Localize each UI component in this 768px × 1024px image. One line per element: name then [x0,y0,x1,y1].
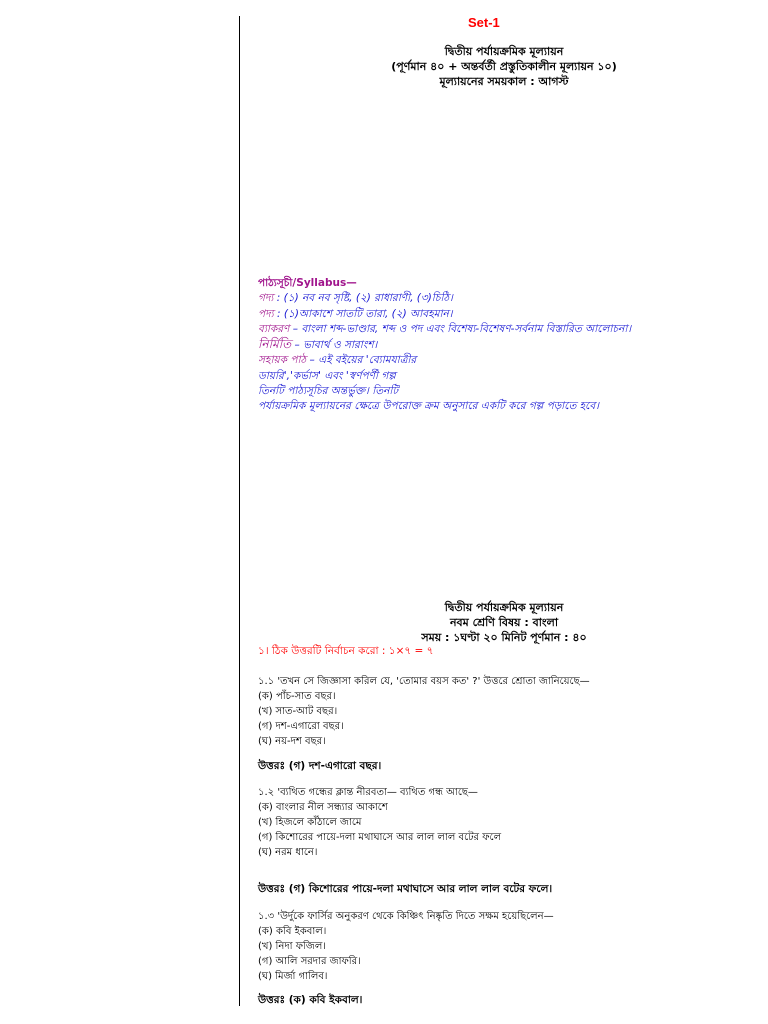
assessment-title: দ্বিতীয় পর্যায়ক্রমিক মূল্যায়ন [444,45,564,58]
question-stem: ১.২ 'ব্যথিত গন্ধের ক্লান্ত নীরবতা— ব্যথিত গন্ধ আছে— [258,787,478,798]
option-ka: (ক) কবি ইকবাল। [258,926,327,937]
assessment-header [240,44,768,89]
option-ka: (ক) পাঁচ-সাত বছর। [258,691,336,702]
option-gha: (ঘ) নয়-দশ বছর। [258,736,326,747]
answer-3: উত্তরঃ (ক) কবি ইকবাল। [258,994,363,1006]
syllabus-grammar [258,322,758,337]
supplementary-text: – এই বইয়ের 'ব্যোমযাত্রীর [306,354,417,367]
grammar-label: ব্যাকরণ [258,322,290,335]
grammar-text: – বাংলা শব্দ-ভাণ্ডার, শব্দ ও পদ এবং বিশেষ্য-বিশেষণ-সর্বনাম বিস্তারিত আলোচনা। [289,322,632,335]
question-stem: ১.৩ 'উর্দুকে ফার্সির অনুকরণ থেকে কিঞ্চিৎ নিষ্কৃতি দিতে সক্ষম হয়েছিলেন— [258,911,554,922]
option-ka: (ক) বাংলার নীল সন্ধ্যার আকাশে [258,802,388,813]
set-label: Set-1 [468,15,500,30]
option-ga: (গ) দশ-এগারো বছর। [258,721,344,732]
syllabus-line-8: পর্যায়ক্রমিক মূল্যায়নের ক্ষেত্রে উপরোক্ত ক্রম অনুসারে একটি করে গল্প পড়াতে হবে। [258,400,600,413]
margin-rule [239,16,240,1006]
composition-text: – ভাবার্থ ও সারাংশ। [291,339,378,352]
composition-label: নির্মিতি [258,337,292,352]
syllabus-prose [258,291,758,306]
full-marks: (পূর্ণমান ৪০ + অন্তর্বর্তী প্রস্তুতিকালীন মূল্যায়ন ১০) [391,60,617,73]
mcq-instruction: ১। ঠিক উত্তরটি নির্বাচন করো : ১×৭ = ৭ [258,645,434,657]
option-kha: (খ) সাত-আট বছর। [258,706,338,717]
assessment-period: মূল্যায়নের সময়কাল : আগস্ট [439,75,569,88]
exam-header [240,600,768,645]
option-kha: (খ) হিজলে কাঁঠালে জামে [258,817,362,828]
option-ga: (গ) আলি সরদার জাফরি। [258,956,361,967]
syllabus-section [258,276,758,415]
poetry-text: : (১)আকাশে সাতটি তারা, (২) আবহমান। [273,307,453,320]
syllabus-supplementary [258,353,758,368]
answer-1: উত্তরঃ (গ) দশ-এগারো বছর। [258,760,382,772]
prose-label: গদ্য [258,292,274,305]
option-ga: (গ) কিশোরের পায়ে-দলা মথাঘাসে আর লাল লাল বটের ফলে [258,832,502,843]
question-3 [258,909,758,984]
syllabus-title: পাঠ্যসূচী/Syllabus— [258,277,357,289]
option-gha: (ঘ) মির্জা গালিব। [258,971,328,982]
class-subject: নবম শ্রেণি বিষয় : বাংলা [449,616,559,629]
question-2 [258,785,758,860]
question-stem: ১.১ 'তখন সে জিজ্ঞাসা করিল যে, 'তোমার বয়স কত' ?' উত্তরে শ্রোতা জানিয়েছে— [258,676,590,687]
option-gha: (ঘ) নরম ধানে। [258,847,318,858]
syllabus-line-6: ডায়রি','কর্ভাস' এবং 'স্বর্ণপর্ণী গল্প [258,369,396,382]
question-1 [258,674,758,749]
answer-2: উত্তরঃ (গ) কিশোরের পায়ে-দলা মথাঘাসে আর লাল লাল বটের ফলে। [258,883,553,895]
time-marks: সময় : ১ঘণ্টা ২০ মিনিট পূর্ণমান : ৪০ [421,631,587,644]
supplementary-label: সহায়ক পাঠ [258,354,307,367]
exam-title: দ্বিতীয় পর্যায়ক্রমিক মূল্যায়ন [444,601,564,614]
prose-text: : (১) নব নব সৃষ্টি, (২) রাধারাণী, (৩)চিঠি। [273,292,453,305]
syllabus-composition [258,337,758,353]
option-kha: (খ) নিদা ফজিল। [258,941,326,952]
syllabus-line-7: তিনটি পাঠ্যসূচির অন্তর্ভুক্ত। তিনটি [258,385,399,398]
poetry-label: পদ্য [258,307,274,320]
syllabus-poetry [258,307,758,322]
